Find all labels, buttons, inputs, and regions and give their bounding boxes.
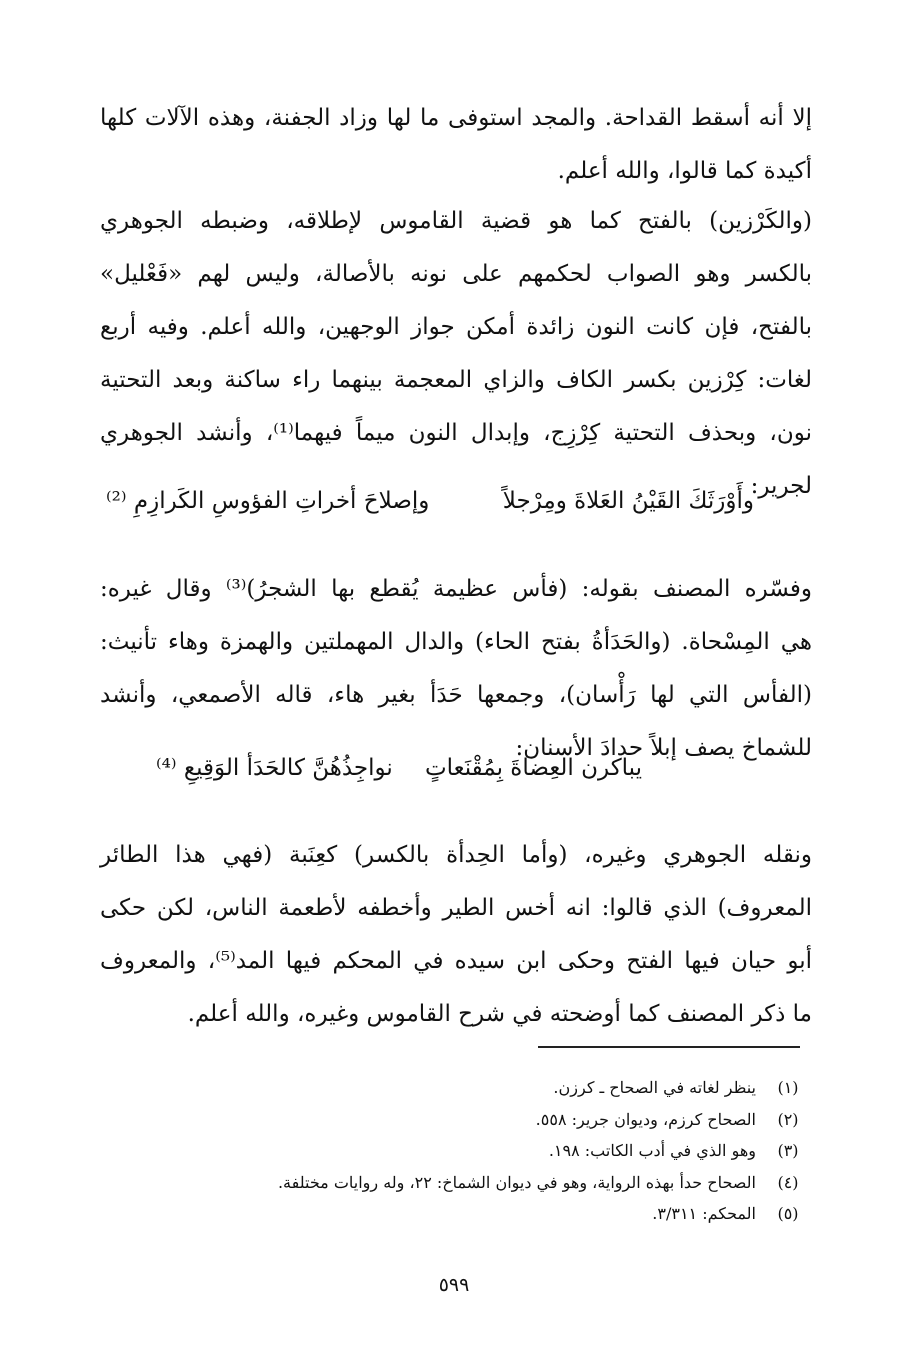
paragraph-3 <box>100 563 812 775</box>
text-line: هي المِسْحاة. (والحَدَأةُ بفتح الحاء) والدال المهملتين والهمزة وهاء تأنيث: <box>100 629 812 655</box>
text-line: بالفتح، فإن كانت النون زائدة أمكن جواز الوجهين، والله أعلم. وفيه أربع <box>100 314 812 340</box>
footnote-item <box>130 1072 810 1104</box>
footnote-number: (٤) <box>777 1172 799 1192</box>
footnote-item <box>130 1135 810 1167</box>
footnote-number: (٥) <box>777 1204 799 1223</box>
text-line: (والكَرْزين) بالفتح كما هو قضية القاموس لإطلاقه، وضبطه الجوهري <box>100 208 812 234</box>
text-line: لغات: كِرْزين بكسر الكاف والزاي المعجمة بينهما راء ساكنة وبعد التحتية <box>100 367 812 393</box>
text-line: (الفأس التي لها رَأْسان)، وجمعها حَدَأ بغير هاء، قاله الأصمعي، وأنشد <box>100 682 812 708</box>
text-line: وفسّره المصنف بقوله: (فأس عظيمة يُقطع بها الشجرُ)⁽³⁾ وقال غيره: <box>100 576 812 602</box>
text-line: ما ذكر المصنف كما أوضحته في شرح القاموس وغيره، والله أعلم. <box>187 1001 812 1027</box>
text-line: للشماخ يصف إبلاً حدادَ الأسنان: <box>515 735 812 761</box>
footnote-item <box>130 1198 810 1230</box>
footnote-number: (٢) <box>777 1109 799 1129</box>
footnote-number: (٣) <box>777 1141 799 1160</box>
text-line: المعروف) الذي قالوا: انه أخس الطير وأخطفه لأطعمة الناس، لكن حكى <box>100 895 812 921</box>
paragraph-4 <box>100 829 812 1041</box>
verse-second-hemistich: نواجِذُهُنَّ كالحَدَأ الوَقِيعِ ⁽⁴⁾ <box>156 755 393 781</box>
text-line: ونقله الجوهري وغيره، (وأما الحِدأة بالكسر) كعِنَبة (فهي هذا الطائر <box>100 842 812 868</box>
footnote-item <box>130 1167 810 1199</box>
footnote-divider <box>538 1046 800 1048</box>
footnote-number: (١) <box>777 1078 799 1097</box>
footnote-text: وهو الذي في أدب الكاتب: ١٩٨. <box>548 1141 756 1160</box>
text-line: نون، وبحذف التحتية كِرْزِج، وإبدال النون ميماً فيهما⁽¹⁾، وأنشد الجوهري <box>100 420 812 446</box>
poetry-verse-1 <box>100 488 812 528</box>
footnote-text: الصحاح كرزم، وديوان جرير: ٥٥٨. <box>535 1109 756 1129</box>
text-line: أبو حيان فيها الفتح وحكى ابن سيده في المحكم فيها المد⁽⁵⁾، والمعروف <box>100 948 812 974</box>
verse-first-hemistich: يباكرن العِضاةَ بِمُقْنَعاتٍ <box>424 755 642 781</box>
verse-first-hemistich: وأَوْرَثَكَ القَيْنُ العَلاةَ ومِرْجلاً <box>502 488 754 514</box>
verse-second-hemistich: وإصلاحَ أخراتِ الفؤوسِ الكَرازِمِ ⁽²⁾ <box>106 488 430 514</box>
text-line: لجرير: <box>750 473 812 499</box>
text-line: أكيدة كما قالوا، والله أعلم. <box>557 158 812 184</box>
text-line: بالكسر وهو الصواب لحكمهم على نونه بالأصالة، وليس لهم «فَعْليل» <box>100 261 812 287</box>
paragraph-1 <box>100 92 812 198</box>
footnote-text: الصحاح حدأ بهذه الرواية، وهو في ديوان الشماخ: ٢٢، وله روايات مختلفة. <box>277 1172 756 1192</box>
footnotes <box>130 1072 810 1230</box>
paragraph-2 <box>100 195 812 513</box>
footnote-text: ينظر لغاته في الصحاح ـ كرزن. <box>553 1078 756 1097</box>
page-number: ٥٩٩ <box>438 1274 470 1296</box>
text-line: إلا أنه أسقط القداحة. والمجد استوفى ما لها وزاد الجفنة، وهذه الآلات كلها <box>100 105 812 131</box>
footnote-text: المحكم: ٣/٣١١. <box>652 1204 756 1223</box>
footnote-item <box>130 1104 810 1136</box>
poetry-verse-2 <box>100 755 812 795</box>
